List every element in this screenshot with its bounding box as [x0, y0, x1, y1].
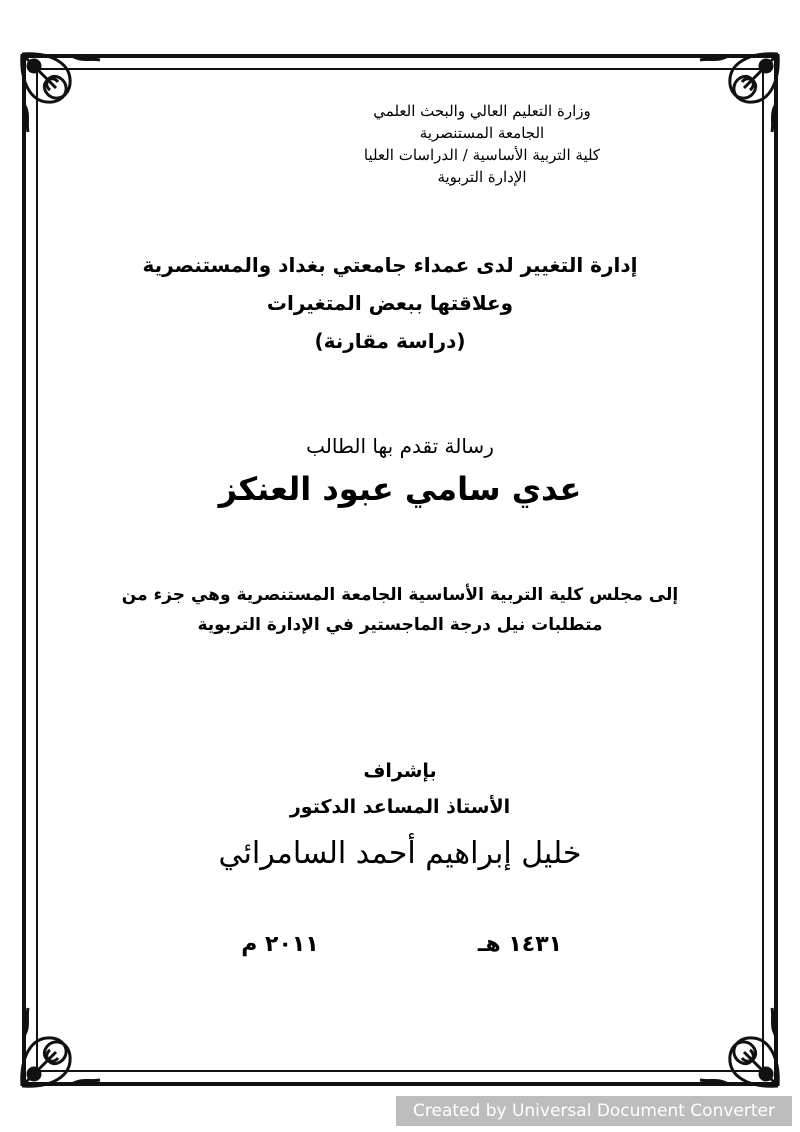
submission-statement	[110, 580, 690, 640]
department-name: الإدارة التربوية	[437, 168, 527, 186]
corner-ornament-icon	[692, 1000, 788, 1096]
corner-ornament-icon	[12, 44, 108, 140]
college-name: كلية التربية الأساسية / الدراسات العليا	[363, 146, 601, 164]
supervisor-title: الأستاذ المساعد الدكتور	[289, 796, 511, 818]
thesis-title	[120, 246, 660, 360]
converter-watermark: Created by Universal Document Converter	[396, 1096, 792, 1126]
university-name: الجامعة المستنصرية	[419, 124, 545, 142]
institution-header	[332, 100, 632, 188]
corner-ornament-icon	[692, 44, 788, 140]
title-line-2: وعلاقتها ببعض المتغيرات	[266, 291, 514, 315]
submission-line-2: متطلبات نيل درجة الماجستير في الإدارة التربوية	[197, 615, 603, 635]
title-line-3: (دراسة مقارنة)	[314, 329, 466, 353]
supervision-label: بإشراف	[363, 760, 437, 782]
presented-by-label: رسالة تقدم بها الطالب	[306, 434, 494, 458]
student-name: عدي سامي عبود العنكز	[218, 470, 582, 508]
supervisor-name: خليل إبراهيم أحمد السامرائي	[218, 836, 582, 871]
gregorian-date: ٢٠١١ م	[241, 932, 319, 957]
ministry-name: وزارة التعليم العالي والبحث العلمي	[373, 102, 591, 120]
corner-ornament-icon	[12, 1000, 108, 1096]
title-line-1: إدارة التغيير لدى عمداء جامعتي بغداد والمستنصرية	[142, 253, 638, 277]
hijri-date: ١٤٣١ هـ	[477, 932, 563, 957]
inner-border	[36, 68, 764, 1072]
submission-line-1: إلى مجلس كلية التربية الأساسية الجامعة المستنصرية وهي جزء من	[121, 585, 679, 605]
